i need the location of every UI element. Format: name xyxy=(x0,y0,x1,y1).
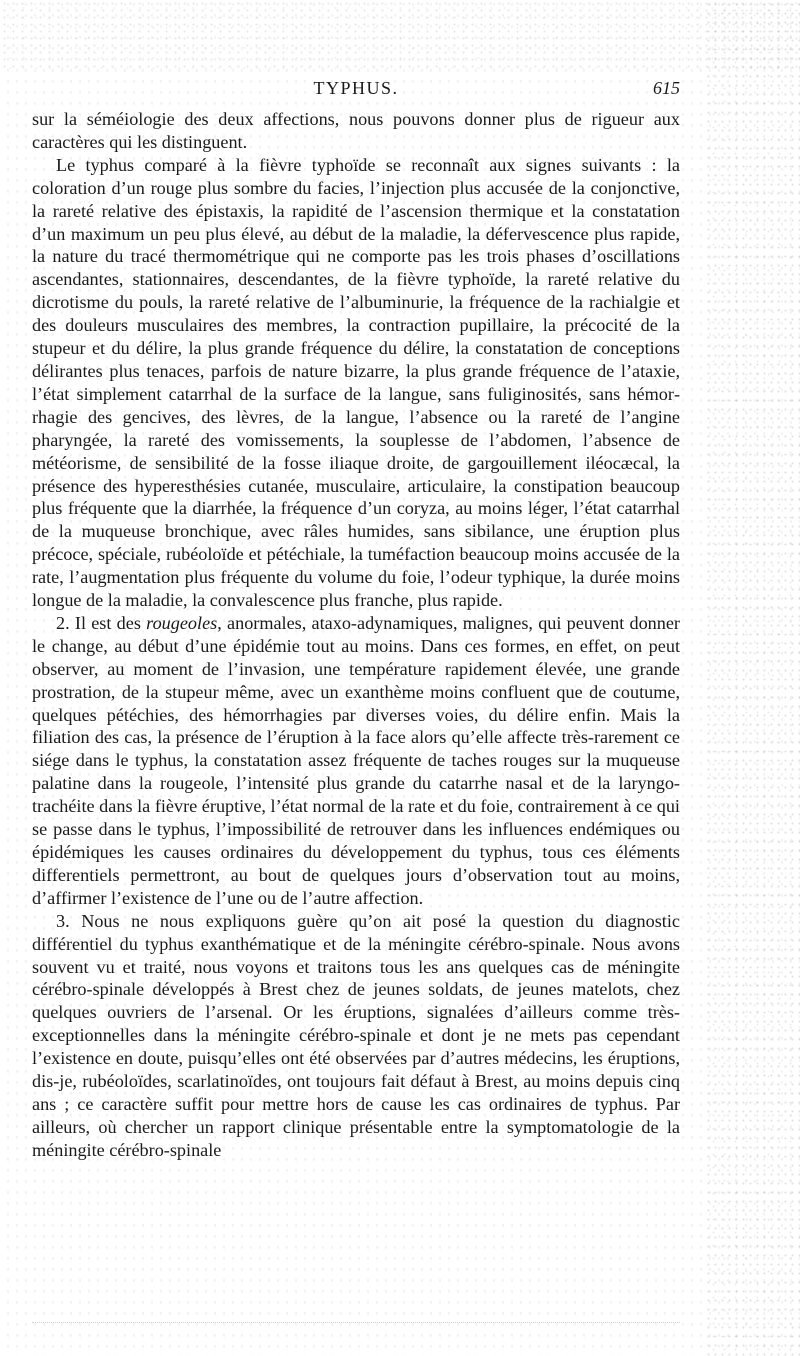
paragraph-typhus-vs-typhoid: Le typhus comparé à la fièvre typhoïde se reconnaît aux signes suivants : la coloration d’un rouge plus sombre du facies, l’injection plus accusée de la conjonctive, la rareté relative des épistaxis, la rapidité de l’ascension thermique et la constatation d’un maximum un peu plus élevé, au début de la maladie, la défervescence plus rapide, la nature du tracé thermométrique qui ne comporte pas les trois phases d’oscillations ascendantes, stationnaires, descendantes, de la fièvre typhoïde, la rareté relative du dicrotisme du pouls, la rareté relative de l’albuminurie, la fréquence de la rachialgie et des douleurs musculaires des membres, la contraction pupillaire, la précocité de la stupeur et du délire, la plus grande fréquence du délire, la constatation de conceptions délirantes plus tenaces, parfois de nature bizarre, la plus grande fréquence de l’ataxie, l’état simplement catarrhal de la surface de la langue, sans fuliginosités, sans hémorrhagie des gencives, des lèvres, de la langue, l’absence ou la rareté de l’angine pharyngée, la rareté des vomissements, la souplesse de l’abdomen, l’absence de météorisme, de sensibilité de la fosse iliaque droite, de gargouillement iléocæcal, la présence des hyperesthésies cutanée, musculaire, articulaire, la constipation beaucoup plus fréquente que la diarrhée, la fréquence d’un coryza, au moins léger, l’état catarrhal de la muqueuse bronchique, avec râles humides, sans sibilance, une éruption plus précoce, spéciale, rubéoloïde et pétéchiale, la tuméfaction beaucoup moins accusée de la rate, l’augmentation plus fréquente du volume du foie, l’odeur typhique, la durée moins longue de la maladie, la convalescence plus franche, plus rapide. xyxy=(32,154,680,611)
paragraph-meningite: 3. Nous ne nous expliquons guère qu’on ait posé la question du diagnostic différentiel du typhus exanthématique et de la méningite cérébro-spinale. Nous avons souvent vu et traité, nous voyons et traitons tous les ans quelques cas de méningite cérébro-spinale développés à Brest chez de jeunes soldats, de jeunes matelots, chez quelques ouvriers de l’arsenal. Or les éruptions, signalées d’ailleurs comme très-exceptionnelles dans la méningite cérébro-spinale et dont je ne mets pas cependant l’existence en doute, puisqu’elles ont été observées par d’autres médecins, les éruptions, dis-je, rubéoloïdes, scarlatinoïdes, ont toujours fait défaut à Brest, au moins depuis cinq ans ; ce caractère suffit pour mettre hors de cause les cas ordinaires de typhus. Par ailleurs, où chercher un rapport clinique présentable entre la symptomatologie de la méningite cérébro-spinale xyxy=(32,910,680,1160)
running-title: TYPHUS. xyxy=(313,78,399,98)
italic-term-rougeoles: rougeoles xyxy=(146,612,218,633)
page-number: 615 xyxy=(653,78,680,98)
scan-noise-top xyxy=(0,0,800,70)
paragraph-rougeoles-text: , anormales, ataxo-adynamiques, malignes, qui peuvent donner le change, au début d’une épidémie tout au moins. Dans ces formes, en effet, on peut observer, au moment de l’invasion, une température rapidement élevée, une grande prostration, de la stupeur même, avec un exanthème moins confluent que de coutume, quelques pétéchies, des hémorrhagies par diverses voies, du délire enfin. Mais la filiation des cas, la présence de l’éruption à la face alors qu’elle affecte très-rarement ce siége dans le typhus, la constatation assez fréquente de taches rouges sur la muqueuse palatine dans la rougeole, l’intensité plus grande du catarrhe nasal et de la laryngo-trachéite dans la fièvre éruptive, l’état normal de la rate et du foie, contrairement à ce qui se passe dans le typhus, l’impossibilité de retrouver dans les influences endémiques ou épidémiques les causes ordinaires du développement du typhus, tous ces éléments differentiels permettront, au bout de quelques jours d’observation tout au moins, d’affirmer l’existence de l’une ou de l’autre affection. xyxy=(32,612,680,908)
body-text xyxy=(32,108,680,1162)
bottom-scan-artifact xyxy=(32,1322,680,1323)
paragraph-continuation: sur la séméiologie des deux affections, nous pouvons donner plus de rigueur aux caractères qui les distinguent. xyxy=(32,109,680,152)
paragraph-number-2: 2. Il est des xyxy=(56,612,147,633)
page-header xyxy=(32,78,680,102)
scan-noise-right-margin xyxy=(705,0,800,1356)
paragraph-rougeoles xyxy=(32,612,680,910)
